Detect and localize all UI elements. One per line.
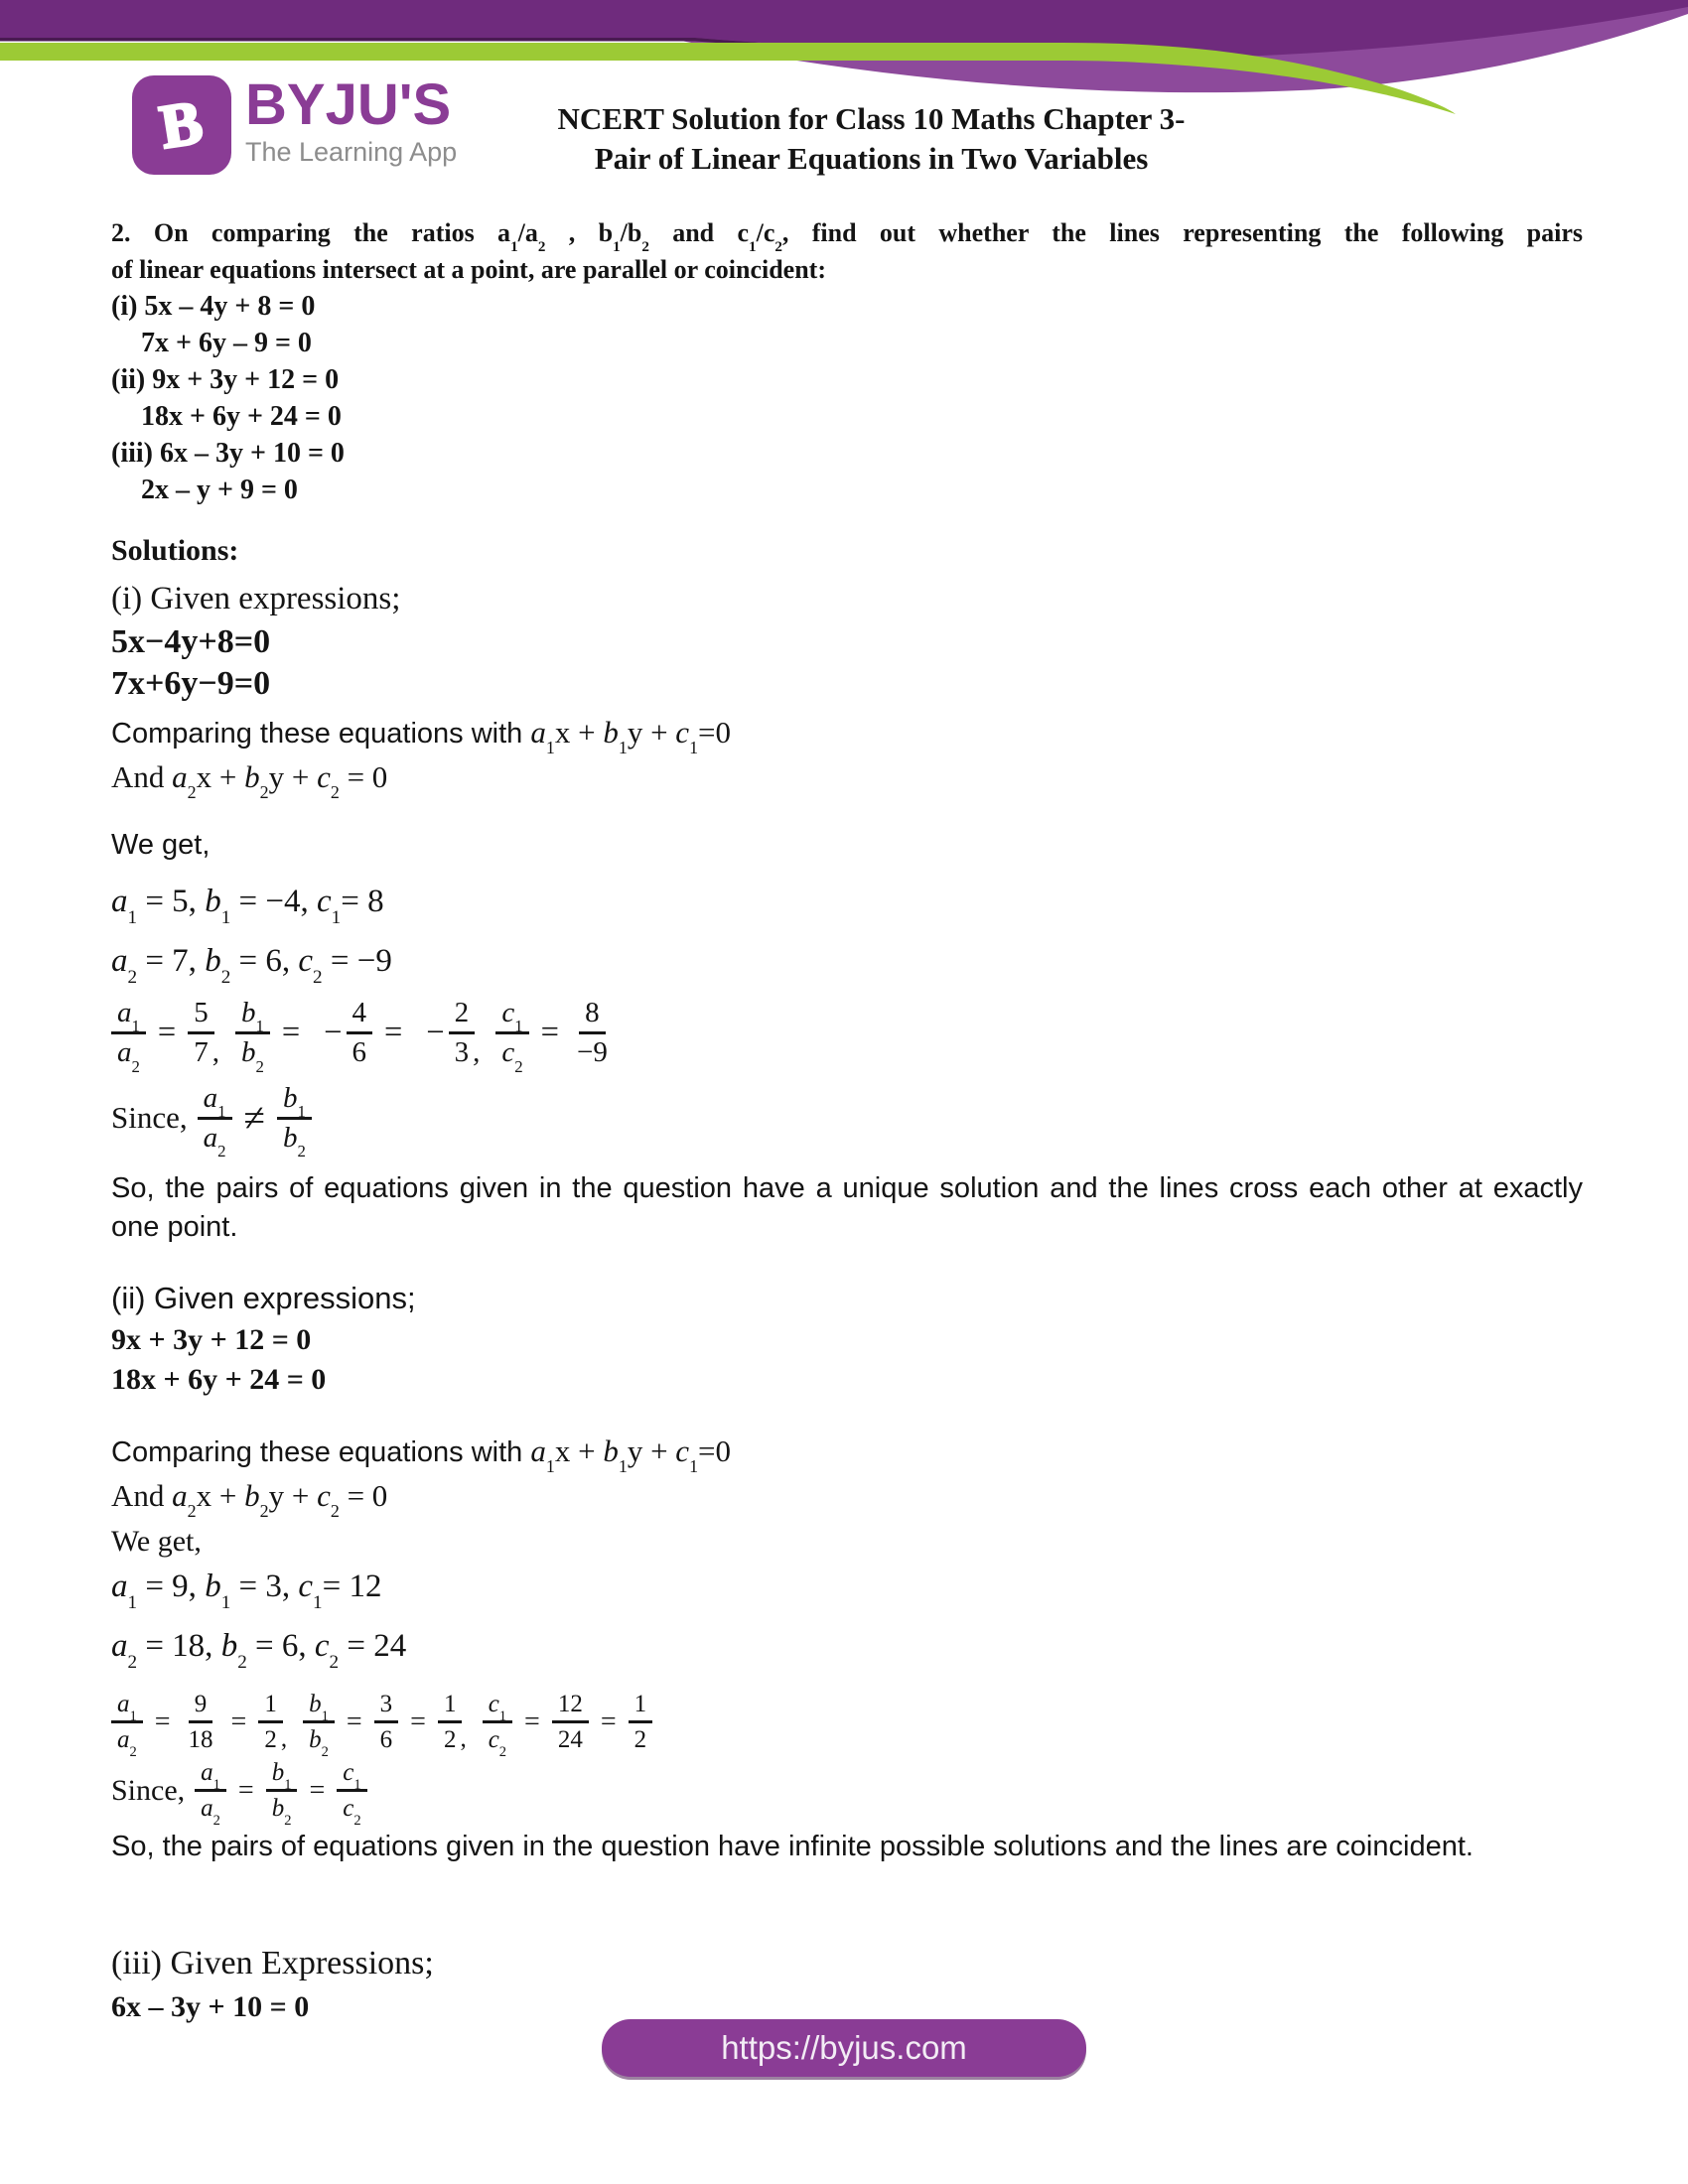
solution2-heading: (ii) Given expressions;	[111, 1281, 416, 1316]
byjus-logo-badge	[132, 75, 231, 175]
solution1-we-get: We get,	[111, 829, 211, 861]
question-pair3-eq2: 2x – y + 9 = 0	[141, 475, 298, 505]
fraction: $\frac{c_1}{c_2}$	[495, 998, 528, 1069]
solution1-since-line	[111, 1081, 1583, 1161]
fraction: $\frac{1}{2}$	[629, 1691, 653, 1753]
equals-sign: =	[309, 1774, 326, 1806]
minus-sign: −	[324, 1015, 343, 1051]
equals-sign: =	[281, 1015, 301, 1051]
solution2-equation1: 9x + 3y + 12 = 0	[111, 1323, 312, 1357]
equals-sign: =	[154, 1706, 171, 1737]
equals-sign: =	[540, 1015, 559, 1051]
solution2-comparing-prefix: Comparing these equations with	[111, 1436, 531, 1469]
fraction: $\frac{b_1}{b_2}$	[303, 1691, 335, 1753]
solution1-coefficients1: $a_1 = 5$, $b_1 = -4$, $c_1= 8$	[111, 884, 384, 928]
since-label: Since,	[111, 1100, 188, 1136]
fraction: $\frac{c_1}{c_2}$	[337, 1759, 366, 1822]
equals-sign: =	[524, 1706, 540, 1737]
solution2-since-line	[111, 1759, 1583, 1830]
page-title	[516, 99, 1226, 179]
fraction: $\frac{a_1}{a_2}$	[195, 1759, 226, 1822]
page-title-line1: NCERT Solution for Class 10 Maths Chapter 3-	[557, 101, 1186, 136]
byjus-logo	[132, 72, 458, 175]
question-pair3-eq1: (iii) 6x – 3y + 10 = 0	[111, 438, 345, 469]
solution2-coefficients2: $a_2 = 18$, $b_2 = 6$, $c_2 = 24$	[111, 1628, 407, 1674]
question-pair2-eq1: (ii) 9x + 3y + 12 = 0	[111, 364, 340, 395]
fraction: $\frac{2}{3}$	[449, 998, 476, 1069]
comma: ,	[473, 1035, 481, 1068]
fraction: $\frac{1}{2}$	[438, 1691, 463, 1753]
comma: ,	[280, 1725, 288, 1753]
comma: ,	[211, 1035, 219, 1068]
fraction: $\frac{8}{-9}$	[576, 997, 608, 1069]
solution1-equation2: 7x+6y−9=0	[111, 665, 271, 702]
fraction: $\frac{b_1}{b_2}$	[277, 1083, 312, 1155]
solution2-ratio-equation	[111, 1691, 1583, 1761]
solution2-comparing-line	[111, 1430, 1583, 1477]
fraction: $\frac{4}{6}$	[347, 998, 373, 1069]
question-pair1-eq1: (i) 5x – 4y + 8 = 0	[111, 291, 316, 322]
solution3-equation1: 6x – 3y + 10 = 0	[111, 1990, 310, 2024]
solution1-and-prefix: And	[111, 759, 173, 794]
solution2-comparing-math: $a_1x + b_1y + c_1=0$	[530, 1433, 732, 1477]
question-text-line2: of linear equations intersect at a point, are parallel or coincident:	[111, 255, 826, 284]
solution2-conclusion: So, the pairs of equations given in the question have infinite possible solutions and the lines are coincident.	[111, 1831, 1474, 1863]
solution2-coefficients1: $a_1 = 9$, $b_1 = 3$, $c_1= 12$	[111, 1569, 382, 1614]
solution1-comparing-math: $a_1x + b_1y + c_1=0$	[530, 715, 732, 758]
equals-sign: =	[237, 1774, 254, 1806]
question-text-line1: 2. On comparing the ratios $a_1/a_2$ , $b_1/b_2$ and $c_1/c_2$, find out whether the lines representing the following pairs	[111, 218, 1583, 255]
equals-sign: =	[600, 1706, 617, 1737]
fraction: $\frac{c_1}{c_2}$	[483, 1691, 512, 1753]
solution3-heading: (iii) Given Expressions;	[111, 1945, 434, 1982]
fraction: $\frac{b_1}{b_2}$	[266, 1759, 298, 1822]
equals-sign: =	[346, 1706, 362, 1737]
question-pair2-eq2: 18x + 6y + 24 = 0	[141, 401, 342, 432]
page-title-line2: Pair of Linear Equations in Two Variables	[594, 141, 1149, 176]
question-pair1-eq2: 7x + 6y – 9 = 0	[141, 328, 312, 358]
solution1-coefficients2: $a_2 = 7$, $b_2 = 6$, $c_2 = -9$	[111, 943, 392, 988]
fraction: $\frac{9}{18}$	[188, 1691, 213, 1754]
not-equal-sign: ≠	[243, 1096, 266, 1140]
comma: ,	[460, 1725, 467, 1753]
fraction: $\frac{a_1}{a_2}$	[111, 1691, 143, 1753]
solution2-we-get: We get,	[111, 1525, 202, 1559]
solution2-and-prefix: And	[111, 1478, 173, 1514]
equals-sign: =	[230, 1706, 247, 1737]
byjus-logo-text	[245, 72, 458, 168]
solution1-comparing-prefix: Comparing these equations with	[111, 718, 531, 750]
solution1-comparing-line	[111, 711, 1583, 758]
fraction: $\frac{b_1}{b_2}$	[235, 998, 270, 1069]
document-content	[111, 214, 1583, 2027]
solution2-equation2: 18x + 6y + 24 = 0	[111, 1363, 327, 1397]
since-label: Since,	[111, 1773, 186, 1807]
solution1-heading: (i) Given expressions;	[111, 581, 401, 616]
solution2-and-math: $a_2x + b_2y + c_2 = 0$	[172, 1478, 388, 1522]
fraction: $\frac{3}{6}$	[374, 1691, 399, 1753]
fraction: $\frac{a_1}{a_2}$	[198, 1083, 232, 1155]
footer-url-text: https://byjus.com	[721, 2029, 967, 2066]
equals-sign: =	[157, 1015, 177, 1051]
fraction: $\frac{a_1}{a_2}$	[111, 998, 146, 1069]
solution1-ratio-equation	[111, 997, 1583, 1076]
footer-url-button[interactable]	[602, 2019, 1086, 2077]
solution1-equation1: 5x−4y+8=0	[111, 623, 271, 660]
solution1-and-math: $a_2x + b_2y + c_2 = 0$	[172, 759, 388, 803]
fraction: $\frac{12}{24}$	[552, 1691, 589, 1753]
fraction: $\frac{5}{7}$	[188, 998, 214, 1069]
equals-sign: =	[384, 1015, 403, 1051]
equals-sign: =	[410, 1706, 426, 1737]
solution2-and-line	[111, 1474, 1583, 1522]
byjus-brand-name: BYJU'S	[245, 72, 452, 137]
solution1-conclusion: So, the pairs of equations given in the question have a unique solution and the lines cross each other at exactly one point.	[111, 1172, 1583, 1244]
solution1-and-line	[111, 755, 1583, 803]
minus-sign: −	[426, 1015, 445, 1051]
solutions-heading: Solutions:	[111, 534, 239, 567]
byjus-tagline: The Learning App	[245, 137, 458, 167]
byjus-b-icon: B	[156, 87, 208, 162]
fraction: $\frac{1}{2}$	[258, 1691, 283, 1753]
